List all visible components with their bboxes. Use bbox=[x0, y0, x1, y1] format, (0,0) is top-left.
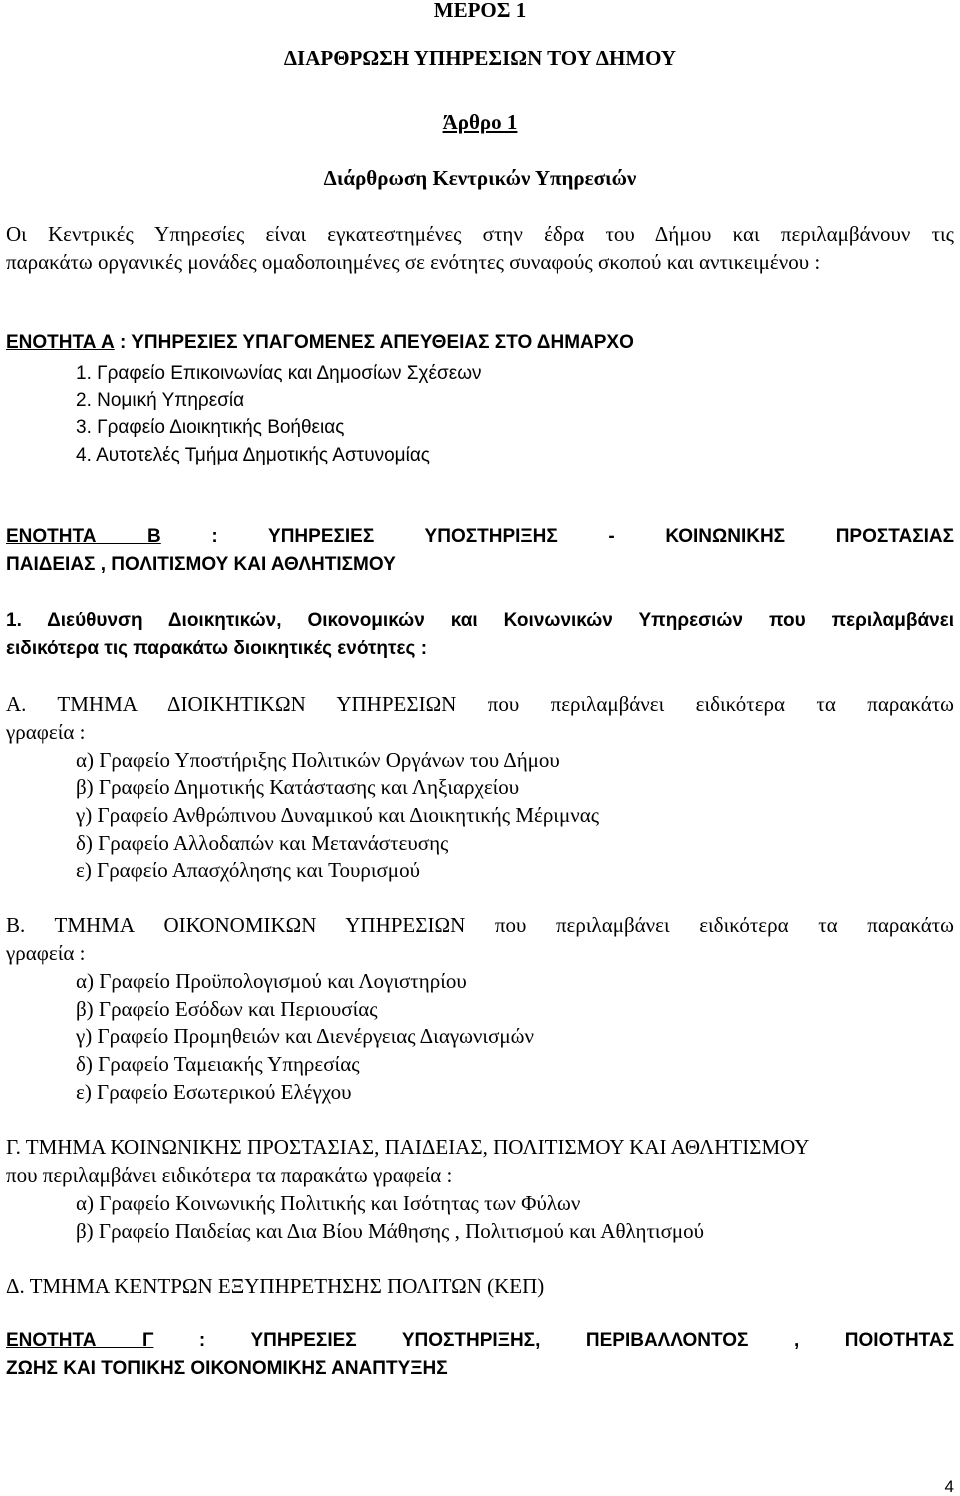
dept-c-line-2: που περιλαμβάνει ειδικότερα τα παρακάτω γραφεία : bbox=[6, 1163, 453, 1187]
dept-a-office: γ) Γραφείο Ανθρώπινου Δυναμικού και Διοικητικής Μέριμνας bbox=[76, 803, 600, 827]
dept-c-office: α) Γραφείο Κοινωνικής Πολιτικής και Ισότητας των Φύλων bbox=[76, 1191, 581, 1215]
part-title: ΜΕΡΟΣ 1 bbox=[433, 0, 527, 22]
section-b-title-1: : ΥΠΗΡΕΣΙΕΣ ΥΠΟΣΤΗΡΙΞΗΣ - ΚΟΙΝΩΝΙΚΗΣ ΠΡΟΣΤΑΣΙΑΣ bbox=[160, 526, 954, 547]
section-c-label: ΕΝΟΤΗΤΑ Γ bbox=[6, 1330, 154, 1351]
section-b-label: ΕΝΟΤΗΤΑ Β bbox=[6, 526, 161, 547]
section-a-item: 1. Γραφείο Επικοινωνίας και Δημοσίων Σχέσεων bbox=[76, 363, 482, 384]
dept-b-line-2: γραφεία : bbox=[6, 941, 86, 965]
section-a-title: : ΥΠΗΡΕΣΙΕΣ ΥΠΑΓΟΜΕΝΕΣ ΑΠΕΥΘΕΙΑΣ ΣΤΟ ΔΗΜΑΡΧΟ bbox=[114, 332, 634, 353]
dept-a-office: δ) Γραφείο Αλλοδαπών και Μετανάστευσης bbox=[76, 831, 449, 855]
section-a-item: 4. Αυτοτελές Τμήμα Δημοτικής Αστυνομίας bbox=[76, 445, 430, 466]
dept-b-office: β) Γραφείο Εσόδων και Περιουσίας bbox=[76, 997, 378, 1021]
page-number: 4 bbox=[944, 1477, 954, 1496]
dept-c-line-1: Γ. ΤΜΗΜΑ ΚΟΙΝΩΝΙΚΗΣ ΠΡΟΣΤΑΣΙΑΣ, ΠΑΙΔΕΙΑΣ, ΠΟΛΙΤΙΣΜΟΥ ΚΑΙ ΑΘΛΗΤΙΣΜΟΥ bbox=[6, 1135, 810, 1159]
section-c-title-2: ΖΩΗΣ ΚΑΙ ΤΟΠΙΚΗΣ ΟΙΚΟΝΟΜΙΚΗΣ ΑΝΑΠΤΥΞΗΣ bbox=[6, 1358, 448, 1379]
dept-a-office: β) Γραφείο Δημοτικής Κατάστασης και Ληξιαρχείου bbox=[76, 775, 520, 799]
section-a-heading bbox=[6, 333, 634, 352]
dept-a-line-2: γραφεία : bbox=[6, 720, 86, 744]
dept-a-line-1: Α. ΤΜΗΜΑ ΔΙΟΙΚΗΤΙΚΩΝ ΥΠΗΡΕΣΙΩΝ που περιλαμβάνει ειδικότερα τα παρακάτω bbox=[6, 692, 954, 716]
dept-a-office: α) Γραφείο Υποστήριξης Πολιτικών Οργάνων του Δήμου bbox=[76, 748, 560, 772]
intro-line-2: παρακάτω οργανικές μονάδες ομαδοποιημένες σε ενότητες συναφούς σκοπού και αντικειμένου : bbox=[6, 250, 821, 274]
section-a-item: 3. Γραφείο Διοικητικής Βοήθειας bbox=[76, 417, 345, 438]
section-b-title-2: ΠΑΙΔΕΙΑΣ , ΠΟΛΙΤΙΣΜΟΥ ΚΑΙ ΑΘΛΗΤΙΣΜΟΥ bbox=[6, 554, 396, 575]
section-a-label: ΕΝΟΤΗΤΑ Α bbox=[6, 332, 115, 353]
intro-line-1: Οι Κεντρικές Υπηρεσίες είναι εγκατεστημένες στην έδρα του Δήμου και περιλαμβάνουν τις bbox=[6, 222, 954, 246]
section-b-heading-line-1 bbox=[6, 527, 954, 546]
dept-d-line: Δ. ΤΜΗΜΑ ΚΕΝΤΡΩΝ ΕΞΥΠΗΡΕΤΗΣΗΣ ΠΟΛΙΤΩΝ (ΚΕΠ) bbox=[6, 1274, 545, 1298]
article-label: Άρθρο 1 bbox=[442, 110, 518, 134]
dept-a-office: ε) Γραφείο Απασχόλησης και Τουρισμού bbox=[76, 858, 420, 882]
dept-b-office: γ) Γραφείο Προμηθειών και Διενέργειας Διαγωνισμών bbox=[76, 1024, 534, 1048]
dept-b-office: δ) Γραφείο Ταμειακής Υπηρεσίας bbox=[76, 1052, 360, 1076]
directorate-line-1: 1. Διεύθυνση Διοικητικών, Οικονομικών και Κοινωνικών Υπηρεσιών που περιλαμβάνει bbox=[6, 610, 954, 631]
section-a-item: 2. Νομική Υπηρεσία bbox=[76, 390, 245, 411]
article-heading: Διάρθρωση Κεντρικών Υπηρεσιών bbox=[323, 166, 637, 190]
dept-b-office: ε) Γραφείο Εσωτερικού Ελέγχου bbox=[76, 1080, 352, 1104]
main-title: ΔΙΑΡΘΡΩΣΗ ΥΠΗΡΕΣΙΩΝ ΤΟΥ ΔΗΜΟΥ bbox=[283, 46, 677, 70]
section-c-heading-line-1 bbox=[6, 1331, 954, 1350]
dept-b-office: α) Γραφείο Προϋπολογισμού και Λογιστηρίου bbox=[76, 969, 467, 993]
dept-b-line-1: Β. ΤΜΗΜΑ ΟΙΚΟΝΟΜΙΚΩΝ ΥΠΗΡΕΣΙΩΝ που περιλαμβάνει ειδικότερα τα παρακάτω bbox=[6, 913, 954, 937]
section-c-title-1: : ΥΠΗΡΕΣΙΕΣ ΥΠΟΣΤΗΡΙΞΗΣ, ΠΕΡΙΒΑΛΛΟΝΤΟΣ , ΠΟΙΟΤΗΤΑΣ bbox=[153, 1330, 955, 1351]
dept-c-office: β) Γραφείο Παιδείας και Δια Βίου Μάθησης , Πολιτισμού και Αθλητισμού bbox=[76, 1219, 705, 1243]
directorate-line-2: ειδικότερα τις παρακάτω διοικητικές ενότητες : bbox=[6, 638, 428, 659]
